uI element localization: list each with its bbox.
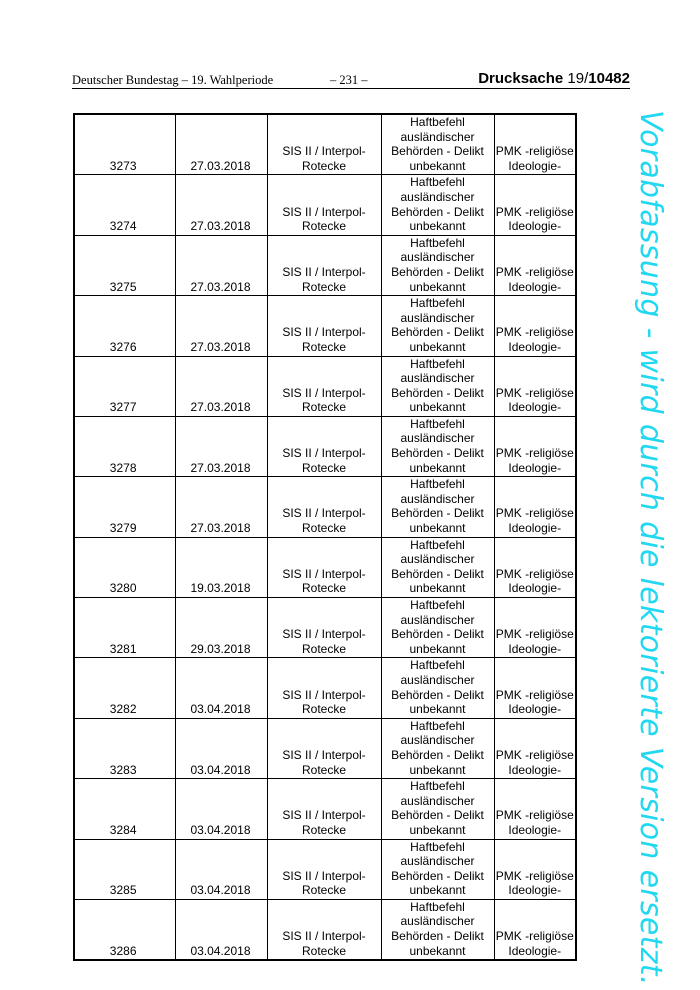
row-reason — [381, 356, 494, 416]
row-number — [74, 477, 175, 537]
row-reason-text: ausländischer — [400, 672, 475, 687]
row-system — [267, 899, 381, 960]
row-system-text: SIS II / Interpol- — [282, 264, 366, 279]
row-reason-text: unbekannt — [409, 702, 466, 717]
row-category-text: PMK -religiöse — [495, 144, 574, 159]
table-row — [74, 839, 576, 899]
row-date-text: 27.03.2018 — [190, 158, 251, 173]
row-date — [175, 114, 267, 175]
row-reason-text: Behörden - Delikt — [391, 627, 484, 642]
row-system — [267, 779, 381, 839]
row-reason-text: unbekannt — [409, 460, 466, 475]
row-number — [74, 537, 175, 597]
document-prefix: 19/ — [567, 70, 589, 87]
table-body — [74, 114, 576, 960]
table-row — [74, 537, 576, 597]
row-category — [494, 779, 576, 839]
row-date — [175, 598, 267, 658]
row-reason-text: Behörden - Delikt — [391, 687, 484, 702]
row-system-text: SIS II / Interpol- — [282, 627, 366, 642]
row-system-text: Rotecke — [301, 762, 347, 777]
row-category-text: PMK -religiöse — [495, 808, 574, 823]
row-system — [267, 718, 381, 778]
row-category — [494, 235, 576, 295]
row-reason-text: ausländischer — [400, 431, 475, 446]
row-number-text: 3281 — [109, 641, 137, 656]
row-category-text: Ideologie- — [508, 400, 562, 415]
row-date — [175, 718, 267, 778]
row-category-text: PMK -religiöse — [495, 687, 574, 702]
row-reason-text: unbekannt — [409, 883, 466, 898]
row-category-text: PMK -religiöse — [495, 264, 574, 279]
row-category-text: PMK -religiöse — [495, 325, 574, 340]
row-reason-text: ausländischer — [400, 491, 475, 506]
row-number-text: 3285 — [109, 883, 137, 898]
row-category-text: PMK -religiöse — [495, 446, 574, 461]
table-row — [74, 779, 576, 839]
row-system-text: Rotecke — [301, 400, 347, 415]
row-system — [267, 296, 381, 356]
row-reason — [381, 779, 494, 839]
row-system-text: SIS II / Interpol- — [282, 204, 366, 219]
row-reason-text: ausländischer — [400, 371, 475, 386]
row-date — [175, 235, 267, 295]
row-category-text: Ideologie- — [508, 762, 562, 777]
row-system-text: Rotecke — [301, 883, 347, 898]
row-number — [74, 839, 175, 899]
page-number: – 231 – — [330, 73, 368, 87]
row-system-text: Rotecke — [301, 279, 347, 294]
row-number-text: 3277 — [109, 400, 137, 415]
table-row — [74, 296, 576, 356]
row-system — [267, 598, 381, 658]
row-category-text: PMK -religiöse — [495, 506, 574, 521]
row-system-text: SIS II / Interpol- — [282, 446, 366, 461]
data-table — [73, 113, 577, 961]
row-date — [175, 416, 267, 476]
row-reason — [381, 839, 494, 899]
row-system-text: SIS II / Interpol- — [282, 566, 366, 581]
row-reason-text: unbekannt — [409, 219, 466, 234]
row-reason-text: ausländischer — [400, 733, 475, 748]
row-number — [74, 899, 175, 960]
row-reason-text: Haftbefehl — [410, 899, 465, 914]
row-system — [267, 175, 381, 235]
row-reason-text: ausländischer — [400, 129, 475, 144]
row-number-text: 3273 — [109, 158, 137, 173]
row-date-text: 19.03.2018 — [190, 581, 251, 596]
row-reason-text: unbekannt — [409, 521, 466, 536]
row-category — [494, 296, 576, 356]
row-category — [494, 114, 576, 175]
row-system — [267, 537, 381, 597]
row-reason-text: Behörden - Delikt — [391, 325, 484, 340]
row-system-text: SIS II / Interpol- — [282, 808, 366, 823]
row-number-text: 3280 — [109, 581, 137, 596]
row-reason-text: Behörden - Delikt — [391, 747, 484, 762]
row-category — [494, 537, 576, 597]
draft-watermark: Vorabfassung - wird durch die lektorierte Version ersetzt. — [633, 110, 668, 986]
table-row — [74, 235, 576, 295]
row-reason-text: unbekannt — [409, 762, 466, 777]
table-row — [74, 356, 576, 416]
row-system-text: Rotecke — [301, 158, 347, 173]
row-date — [175, 537, 267, 597]
row-system — [267, 416, 381, 476]
row-system-text: Rotecke — [301, 460, 347, 475]
row-reason-text: unbekannt — [409, 581, 466, 596]
document-number — [478, 70, 630, 87]
row-number-text: 3282 — [109, 702, 137, 717]
row-category — [494, 718, 576, 778]
row-reason-text: ausländischer — [400, 189, 475, 204]
row-reason-text: Haftbefehl — [410, 235, 465, 250]
row-date — [175, 658, 267, 718]
row-number-text: 3284 — [109, 822, 137, 837]
row-category-text: PMK -religiöse — [495, 868, 574, 883]
row-category — [494, 416, 576, 476]
row-date — [175, 899, 267, 960]
row-system-text: SIS II / Interpol- — [282, 506, 366, 521]
row-reason — [381, 537, 494, 597]
row-date — [175, 779, 267, 839]
row-number — [74, 416, 175, 476]
row-category-text: Ideologie- — [508, 641, 562, 656]
row-date-text: 03.04.2018 — [190, 822, 251, 837]
page-header — [72, 70, 630, 88]
row-reason-text: unbekannt — [409, 641, 466, 656]
row-reason-text: Behörden - Delikt — [391, 264, 484, 279]
row-system-text: Rotecke — [301, 219, 347, 234]
row-number — [74, 175, 175, 235]
row-number — [74, 114, 175, 175]
table-row — [74, 175, 576, 235]
row-category-text: Ideologie- — [508, 279, 562, 294]
row-system-text: Rotecke — [301, 702, 347, 717]
row-system-text: SIS II / Interpol- — [282, 325, 366, 340]
row-date-text: 03.04.2018 — [190, 943, 251, 958]
table-row — [74, 416, 576, 476]
row-reason-text: Haftbefehl — [410, 598, 465, 612]
table-row — [74, 114, 576, 175]
row-date-text: 03.04.2018 — [190, 762, 251, 777]
row-category-text: PMK -religiöse — [495, 204, 574, 219]
row-category-text: PMK -religiöse — [495, 566, 574, 581]
table-row — [74, 477, 576, 537]
row-reason-text: unbekannt — [409, 943, 466, 958]
row-reason-text: ausländischer — [400, 552, 475, 567]
row-category — [494, 598, 576, 658]
row-number — [74, 356, 175, 416]
row-reason-text: Behörden - Delikt — [391, 868, 484, 883]
row-reason — [381, 416, 494, 476]
row-date-text: 29.03.2018 — [190, 641, 251, 656]
row-reason-text: Haftbefehl — [410, 779, 465, 794]
row-number-text: 3278 — [109, 460, 137, 475]
row-reason-text: ausländischer — [400, 854, 475, 869]
row-date — [175, 477, 267, 537]
row-category-text: PMK -religiöse — [495, 929, 574, 944]
row-reason-text: Haftbefehl — [410, 658, 465, 673]
row-system-text: Rotecke — [301, 581, 347, 596]
row-category-text: Ideologie- — [508, 581, 562, 596]
row-category-text: Ideologie- — [508, 883, 562, 898]
row-reason-text: Haftbefehl — [410, 356, 465, 371]
row-reason-text: ausländischer — [400, 250, 475, 265]
row-system-text: SIS II / Interpol- — [282, 144, 366, 159]
row-reason — [381, 899, 494, 960]
row-date-text: 27.03.2018 — [190, 279, 251, 294]
row-reason-text: Haftbefehl — [410, 296, 465, 311]
row-category-text: PMK -religiöse — [495, 747, 574, 762]
row-reason-text: unbekannt — [409, 339, 466, 354]
row-category-text: Ideologie- — [508, 822, 562, 837]
row-system — [267, 114, 381, 175]
row-category-text: Ideologie- — [508, 460, 562, 475]
row-number-text: 3283 — [109, 762, 137, 777]
row-system-text: Rotecke — [301, 641, 347, 656]
row-reason-text: Haftbefehl — [410, 718, 465, 733]
row-reason-text: unbekannt — [409, 822, 466, 837]
row-system-text: SIS II / Interpol- — [282, 385, 366, 400]
row-reason-text: Behörden - Delikt — [391, 385, 484, 400]
row-number — [74, 658, 175, 718]
row-number — [74, 718, 175, 778]
row-date-text: 27.03.2018 — [190, 219, 251, 234]
row-category — [494, 839, 576, 899]
table-row — [74, 658, 576, 718]
row-date-text: 27.03.2018 — [190, 460, 251, 475]
row-system-text: Rotecke — [301, 822, 347, 837]
row-reason — [381, 658, 494, 718]
table-row — [74, 718, 576, 778]
parliament-label: Deutscher Bundestag – 19. Wahlperiode — [72, 73, 274, 87]
row-reason — [381, 296, 494, 356]
row-number — [74, 296, 175, 356]
row-system-text: Rotecke — [301, 943, 347, 958]
row-reason — [381, 477, 494, 537]
row-number-text: 3286 — [109, 943, 137, 958]
row-reason-text: ausländischer — [400, 793, 475, 808]
row-number — [74, 598, 175, 658]
row-date-text: 27.03.2018 — [190, 339, 251, 354]
row-system-text: SIS II / Interpol- — [282, 929, 366, 944]
row-reason-text: Behörden - Delikt — [391, 808, 484, 823]
row-category-text: PMK -religiöse — [495, 627, 574, 642]
row-reason-text: Behörden - Delikt — [391, 929, 484, 944]
row-category-text: Ideologie- — [508, 702, 562, 717]
row-system-text: SIS II / Interpol- — [282, 868, 366, 883]
row-number-text: 3274 — [109, 219, 137, 234]
row-reason-text: Behörden - Delikt — [391, 144, 484, 159]
row-system-text: SIS II / Interpol- — [282, 687, 366, 702]
row-number-text: 3279 — [109, 521, 137, 536]
row-reason-text: Behörden - Delikt — [391, 506, 484, 521]
row-category-text: Ideologie- — [508, 339, 562, 354]
row-system-text: Rotecke — [301, 521, 347, 536]
row-reason — [381, 114, 494, 175]
row-date-text: 03.04.2018 — [190, 702, 251, 717]
row-category-text: Ideologie- — [508, 219, 562, 234]
row-date — [175, 356, 267, 416]
document-id: 10482 — [588, 70, 630, 87]
row-system — [267, 477, 381, 537]
row-reason-text: unbekannt — [409, 400, 466, 415]
row-reason-text: Haftbefehl — [410, 115, 465, 129]
row-reason-text: Behörden - Delikt — [391, 446, 484, 461]
row-number-text: 3276 — [109, 339, 137, 354]
row-system — [267, 839, 381, 899]
header-rule — [72, 88, 630, 89]
row-system — [267, 658, 381, 718]
row-category — [494, 356, 576, 416]
row-reason-text: unbekannt — [409, 279, 466, 294]
row-reason — [381, 718, 494, 778]
row-reason-text: Haftbefehl — [410, 537, 465, 552]
row-reason-text: ausländischer — [400, 914, 475, 929]
row-reason-text: Behörden - Delikt — [391, 204, 484, 219]
row-category-text: Ideologie- — [508, 158, 562, 173]
table-row — [74, 899, 576, 960]
row-date — [175, 839, 267, 899]
row-category — [494, 175, 576, 235]
row-reason-text: Haftbefehl — [410, 477, 465, 492]
row-category — [494, 658, 576, 718]
row-reason — [381, 235, 494, 295]
table-row — [74, 598, 576, 658]
row-system-text: SIS II / Interpol- — [282, 747, 366, 762]
row-date-text: 27.03.2018 — [190, 400, 251, 415]
document-label: Drucksache — [478, 70, 568, 87]
row-category-text: Ideologie- — [508, 521, 562, 536]
row-reason-text: ausländischer — [400, 310, 475, 325]
row-reason-text: Behörden - Delikt — [391, 566, 484, 581]
row-reason — [381, 598, 494, 658]
row-system — [267, 235, 381, 295]
row-number-text: 3275 — [109, 279, 137, 294]
row-date-text: 27.03.2018 — [190, 521, 251, 536]
row-reason-text: unbekannt — [409, 158, 466, 173]
row-system — [267, 356, 381, 416]
row-number — [74, 235, 175, 295]
row-number — [74, 779, 175, 839]
row-reason-text: ausländischer — [400, 612, 475, 627]
row-reason — [381, 175, 494, 235]
row-category — [494, 899, 576, 960]
row-category-text: PMK -religiöse — [495, 385, 574, 400]
row-reason-text: Haftbefehl — [410, 839, 465, 854]
row-date — [175, 175, 267, 235]
row-category — [494, 477, 576, 537]
row-date — [175, 296, 267, 356]
row-reason-text: Haftbefehl — [410, 175, 465, 190]
row-date-text: 03.04.2018 — [190, 883, 251, 898]
row-reason-text: Haftbefehl — [410, 416, 465, 431]
row-system-text: Rotecke — [301, 339, 347, 354]
row-category-text: Ideologie- — [508, 943, 562, 958]
